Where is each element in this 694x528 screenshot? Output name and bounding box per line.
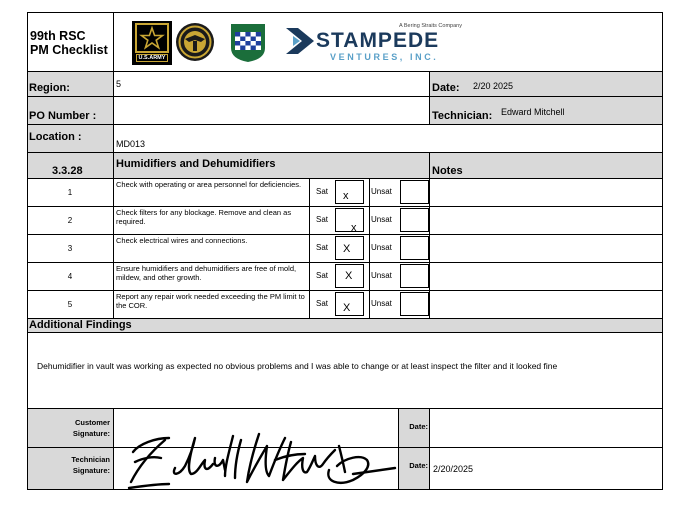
unsat-label: Unsat — [371, 215, 392, 224]
sat-checkbox[interactable] — [335, 180, 364, 204]
border-top — [27, 12, 663, 13]
technician-signature-label: Technician Signature: — [71, 455, 110, 475]
date-label: Date: — [432, 82, 460, 94]
unsat-label: Unsat — [371, 243, 392, 252]
unsat-label: Unsat — [371, 271, 392, 280]
checklist-item-number: 5 — [67, 300, 73, 309]
checklist-item-task: Check with operating or area personnel for deficiencies. — [116, 180, 302, 189]
po-number-label: PO Number : — [29, 110, 97, 122]
stampede-chevron-icon — [284, 26, 316, 56]
unsat-checkbox[interactable] — [400, 292, 429, 316]
region-label: Region: — [29, 82, 70, 94]
eagle-seal-icon — [175, 22, 215, 62]
checklist-item-number: 2 — [67, 216, 73, 225]
sat-check-mark: X — [343, 243, 351, 255]
company-subtitle: VENTURES, INC. — [330, 52, 439, 62]
checkerboard-shield-icon — [228, 22, 268, 63]
company-tagline: A Bering Straits Company — [399, 23, 462, 29]
customer-signature-label: Customer Signature: — [72, 418, 110, 438]
technician-field[interactable]: Edward Mitchell — [501, 107, 565, 117]
signature-date-label-bg — [398, 408, 429, 490]
us-army-logo-text: U.S.ARMY — [136, 54, 168, 62]
unsat-checkbox[interactable] — [400, 208, 429, 232]
additional-findings-label: Additional Findings — [29, 319, 132, 331]
border-right — [662, 12, 663, 490]
section-number: 3.3.28 — [52, 165, 83, 177]
checklist-item-task: Ensure humidifiers and dehumidifiers are free of mold, mildew, and other growth. — [116, 264, 297, 282]
pm-checklist-form — [27, 12, 663, 490]
checklist-item-number: 3 — [67, 244, 73, 253]
sat-label: Sat — [316, 215, 329, 224]
unsat-label: Unsat — [371, 187, 392, 196]
sat-label: Sat — [316, 243, 329, 252]
notes-label: Notes — [432, 165, 463, 177]
checklist-item-task: Check filters for any blockage. Remove and clean as required. — [116, 208, 292, 226]
unsat-checkbox[interactable] — [400, 180, 429, 204]
unsat-checkbox[interactable] — [400, 264, 429, 288]
additional-findings-text[interactable]: Dehumidifier in vault was working as expected no obvious problems and I was able to change or at least inspect the filter and it looked fine — [37, 361, 558, 371]
sat-label: Sat — [316, 299, 329, 308]
sat-check-mark: X — [345, 270, 353, 282]
us-army-logo — [132, 21, 172, 65]
section-title: Humidifiers and Dehumidifiers — [116, 158, 276, 170]
sat-label: Sat — [316, 187, 329, 196]
sat-checkbox[interactable] — [335, 208, 364, 232]
technician-date-field[interactable]: 2/20/2025 — [433, 464, 474, 474]
sat-check-mark: X — [343, 302, 351, 314]
technician-date-label: Date: — [409, 461, 428, 470]
unsat-label: Unsat — [371, 299, 392, 308]
form-title-line2: PM Checklist — [30, 43, 108, 57]
company-name: STAMPEDE — [316, 29, 440, 52]
location-field[interactable]: MD013 — [116, 139, 146, 149]
sat-label: Sat — [316, 271, 329, 280]
unsat-checkbox[interactable] — [400, 236, 429, 260]
checklist-item-number: 4 — [67, 272, 73, 281]
sat-check-mark: x — [343, 190, 349, 202]
region-field[interactable]: 5 — [116, 79, 122, 89]
location-label: Location : — [29, 131, 82, 143]
checklist-item-number: 1 — [67, 188, 73, 197]
technician-signature-drawing — [109, 430, 399, 490]
checklist-item-task: Check electrical wires and connections. — [116, 236, 248, 245]
checklist-item-task: Report any repair work needed exceeding the PM limit to the COR. — [116, 292, 305, 310]
date-field[interactable]: 2/20 2025 — [473, 81, 514, 91]
technician-label: Technician: — [432, 110, 493, 122]
date-cell-bg — [429, 71, 663, 96]
sat-check-mark: x — [351, 222, 357, 234]
form-title-line1: 99th RSC — [30, 29, 86, 43]
customer-date-label: Date: — [409, 422, 428, 431]
